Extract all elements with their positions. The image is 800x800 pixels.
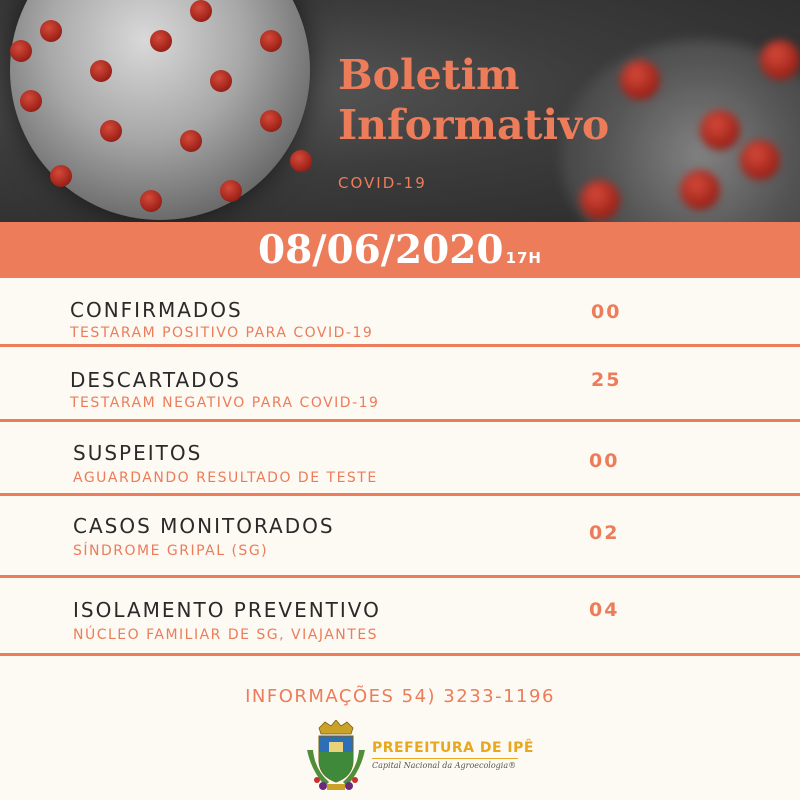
divider — [0, 575, 800, 578]
divider — [0, 493, 800, 496]
virus-spike — [620, 60, 660, 100]
virus-spike — [100, 120, 122, 142]
virus-spike — [90, 60, 112, 82]
stat-value: 02 — [589, 522, 620, 544]
virus-spike — [180, 130, 202, 152]
virus-spike — [20, 90, 42, 112]
virus-spike — [10, 40, 32, 62]
virus-spike — [40, 20, 62, 42]
report-time: 17H — [505, 249, 542, 267]
report-date: 08/06/2020 — [257, 227, 504, 273]
virus-spike — [220, 180, 242, 202]
stat-label: DESCARTADOS — [70, 368, 242, 392]
divider — [0, 653, 800, 656]
virus-spike — [190, 0, 212, 22]
date-bar — [0, 222, 800, 278]
divider — [0, 344, 800, 347]
virus-spike — [740, 140, 780, 180]
page-title — [338, 50, 609, 150]
stat-description: TESTARAM NEGATIVO PARA COVID-19 — [70, 395, 380, 411]
virus-spike — [50, 165, 72, 187]
divider — [0, 419, 800, 422]
virus-spike — [150, 30, 172, 52]
virus-spike — [260, 30, 282, 52]
title-line-2: Informativo — [338, 101, 610, 150]
stat-value: 25 — [591, 369, 622, 391]
stat-description: NÚCLEO FAMILIAR DE SG, VIAJANTES — [73, 627, 379, 643]
stat-label: ISOLAMENTO PREVENTIVO — [73, 598, 381, 622]
stat-label: SUSPEITOS — [73, 441, 203, 465]
virus-spike — [700, 110, 740, 150]
virus-spike — [260, 110, 282, 132]
virus-spike — [580, 180, 620, 220]
virus-spike — [290, 150, 312, 172]
virus-spike — [760, 40, 800, 80]
stat-value: 00 — [591, 301, 622, 323]
stat-label: CASOS MONITORADOS — [73, 514, 335, 538]
stat-label: CONFIRMADOS — [70, 298, 243, 322]
stat-value: 00 — [589, 450, 620, 472]
subtitle: COVID-19 — [338, 174, 427, 192]
header-banner — [0, 0, 800, 222]
prefeitura-tagline: Capital Nacional da Agroecologia® — [372, 761, 517, 770]
city-crest-icon — [305, 720, 367, 794]
stat-description: TESTARAM POSITIVO PARA COVID-19 — [70, 325, 374, 341]
virus-spike — [210, 70, 232, 92]
virus-spike — [680, 170, 720, 210]
stat-value: 04 — [589, 599, 620, 621]
stat-description: SÍNDROME GRIPAL (SG) — [73, 543, 269, 559]
prefeitura-name: PREFEITURA DE IPÊ — [372, 740, 534, 756]
contact-info: INFORMAÇÕES 54) 3233-1196 — [245, 686, 555, 707]
title-line-1: Boletim — [338, 51, 520, 99]
prefeitura-divider — [372, 758, 518, 759]
virus-spike — [140, 190, 162, 212]
stat-description: AGUARDANDO RESULTADO DE TESTE — [73, 470, 378, 486]
